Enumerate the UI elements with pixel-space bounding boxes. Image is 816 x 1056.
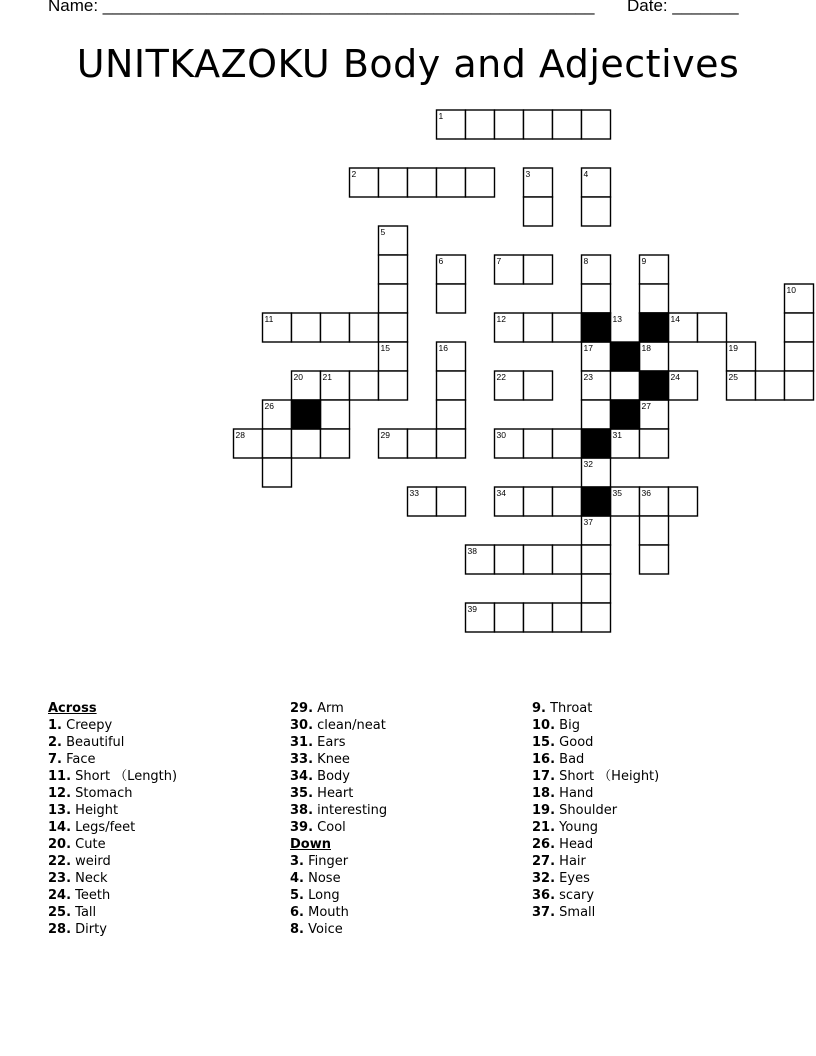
clue-number: 16. — [532, 752, 556, 767]
grid-cell[interactable] — [321, 400, 350, 429]
clue-number: 28. — [48, 922, 72, 937]
grid-cell[interactable] — [466, 110, 495, 139]
grid-cell[interactable] — [582, 110, 611, 139]
grid-cell-number: 11 — [264, 314, 274, 324]
clue-text: Bad — [555, 752, 585, 767]
grid-cell[interactable] — [582, 197, 611, 226]
clue-text: Cute — [71, 837, 106, 852]
clue-column-3 — [532, 700, 762, 921]
grid-cell-number: 29 — [380, 430, 390, 440]
clue-number: 30. — [290, 718, 314, 733]
clue-item — [532, 751, 762, 768]
clue-number: 3. — [290, 854, 304, 869]
grid-cell-number: 18 — [641, 343, 651, 353]
grid-cell[interactable] — [640, 429, 669, 458]
down-heading: Down — [290, 837, 331, 852]
grid-cell-number: 39 — [467, 604, 477, 614]
clue-text: Shoulder — [555, 803, 618, 818]
grid-cell[interactable] — [379, 168, 408, 197]
grid-cell[interactable] — [292, 313, 321, 342]
clue-text: Cool — [313, 820, 346, 835]
clue-item — [290, 751, 520, 768]
across-clues-list-continued — [290, 700, 520, 836]
grid-cell-number: 6 — [438, 256, 444, 266]
grid-cell[interactable] — [611, 371, 640, 400]
clue-number: 20. — [48, 837, 72, 852]
clue-item — [290, 717, 520, 734]
clue-number: 13. — [48, 803, 72, 818]
clue-item — [48, 887, 278, 904]
grid-cell[interactable] — [524, 603, 553, 632]
grid-cell-number: 22 — [496, 372, 506, 382]
clue-item — [532, 717, 762, 734]
grid-cell[interactable] — [379, 371, 408, 400]
grid-cell-number: 30 — [496, 430, 506, 440]
grid-cell[interactable] — [524, 255, 553, 284]
clue-text: Height — [71, 803, 119, 818]
grid-cell-number: 27 — [641, 401, 651, 411]
clue-item — [48, 802, 278, 819]
grid-cell[interactable] — [524, 313, 553, 342]
grid-cell[interactable] — [321, 429, 350, 458]
grid-cell[interactable] — [437, 400, 466, 429]
grid-cell[interactable] — [756, 371, 785, 400]
grid-cell-number: 13 — [612, 314, 622, 324]
clue-number: 11. — [48, 769, 72, 784]
clue-item — [532, 836, 762, 853]
grid-cell[interactable] — [495, 110, 524, 139]
grid-cell-number: 36 — [641, 488, 651, 498]
name-field[interactable]: Name: ____________________________________________________ — [48, 0, 595, 15]
grid-cell-number: 15 — [380, 343, 390, 353]
clue-item — [48, 870, 278, 887]
clue-text: Legs/feet — [71, 820, 136, 835]
clue-number: 24. — [48, 888, 72, 903]
clue-number: 29. — [290, 701, 314, 716]
clue-number: 39. — [290, 820, 314, 835]
grid-cell[interactable] — [640, 284, 669, 313]
down-clues-list-continued — [532, 700, 762, 921]
grid-cell[interactable] — [495, 545, 524, 574]
grid-cell-number: 23 — [583, 372, 593, 382]
clue-item — [532, 785, 762, 802]
clue-item — [532, 700, 762, 717]
grid-cell-number: 34 — [496, 488, 506, 498]
grid-cell-number: 2 — [351, 169, 357, 179]
clue-item — [290, 785, 520, 802]
grid-cell[interactable] — [524, 487, 553, 516]
clue-number: 19. — [532, 803, 556, 818]
clue-number: 33. — [290, 752, 314, 767]
grid-cell-number: 28 — [235, 430, 245, 440]
clue-text: Small — [555, 905, 596, 920]
grid-block-cell — [582, 429, 611, 458]
clue-item — [290, 921, 520, 938]
clue-number: 34. — [290, 769, 314, 784]
clue-number: 27. — [532, 854, 556, 869]
grid-cell-number: 24 — [670, 372, 680, 382]
clue-item — [290, 768, 520, 785]
clue-item — [48, 853, 278, 870]
clue-number: 7. — [48, 752, 62, 767]
across-heading: Across — [48, 701, 97, 716]
clue-text: Knee — [313, 752, 350, 767]
grid-cell[interactable] — [553, 487, 582, 516]
clue-text: Short （Height) — [555, 769, 660, 784]
clue-item — [48, 819, 278, 836]
clue-number: 18. — [532, 786, 556, 801]
grid-cell[interactable] — [263, 458, 292, 487]
grid-cell[interactable] — [350, 371, 379, 400]
clue-item — [290, 819, 520, 836]
grid-cell[interactable] — [785, 342, 814, 371]
grid-cell[interactable] — [582, 603, 611, 632]
clue-item — [48, 768, 278, 785]
clue-number: 21. — [532, 820, 556, 835]
grid-block-cell — [640, 313, 669, 342]
grid-cell[interactable] — [553, 545, 582, 574]
grid-cell[interactable] — [379, 313, 408, 342]
clue-item — [290, 853, 520, 870]
grid-cell[interactable] — [466, 168, 495, 197]
grid-cell[interactable] — [437, 487, 466, 516]
clue-text: Young — [555, 820, 599, 835]
grid-cell[interactable] — [524, 371, 553, 400]
grid-cell[interactable] — [437, 284, 466, 313]
clue-item — [290, 700, 520, 717]
grid-cell[interactable] — [553, 603, 582, 632]
clue-column-2 — [290, 700, 520, 938]
clue-item — [532, 768, 762, 785]
clue-text: Nose — [303, 871, 341, 886]
grid-cell[interactable] — [379, 284, 408, 313]
grid-cell[interactable] — [408, 429, 437, 458]
grid-block-cell — [611, 400, 640, 429]
grid-cell-number: 3 — [525, 169, 531, 179]
clue-text: Good — [555, 735, 594, 750]
grid-cell-number: 26 — [264, 401, 274, 411]
clue-text: Hand — [555, 786, 594, 801]
clue-text: Dirty — [71, 922, 107, 937]
grid-cell-number: 35 — [612, 488, 622, 498]
clue-item — [532, 819, 762, 836]
clue-text: Arm — [313, 701, 344, 716]
clue-text: Creepy — [61, 718, 113, 733]
clue-item — [532, 904, 762, 921]
grid-cell[interactable] — [379, 255, 408, 284]
grid-block-cell — [611, 342, 640, 371]
clue-text: interesting — [313, 803, 388, 818]
clue-number: 10. — [532, 718, 556, 733]
clue-number: 32. — [532, 871, 556, 886]
clue-item — [48, 751, 278, 768]
clue-item — [290, 734, 520, 751]
clue-item — [48, 836, 278, 853]
grid-cell-number: 37 — [583, 517, 593, 527]
grid-cell[interactable] — [785, 371, 814, 400]
grid-cell-number: 21 — [322, 372, 332, 382]
clue-text: Finger — [303, 854, 349, 869]
grid-cell[interactable] — [437, 168, 466, 197]
grid-cell-number: 17 — [583, 343, 593, 353]
clue-item — [532, 734, 762, 751]
grid-cell-number: 32 — [583, 459, 593, 469]
clue-text: Eyes — [555, 871, 590, 886]
grid-cell[interactable] — [669, 487, 698, 516]
grid-cell-number: 7 — [496, 256, 502, 266]
clue-item — [290, 870, 520, 887]
clue-number: 4. — [290, 871, 304, 886]
grid-cell-number: 5 — [380, 227, 386, 237]
grid-cell[interactable] — [553, 429, 582, 458]
clue-text: Ears — [313, 735, 346, 750]
grid-cell[interactable] — [408, 168, 437, 197]
grid-cell-number: 1 — [438, 111, 444, 121]
clue-item — [48, 904, 278, 921]
clue-text: Beautiful — [61, 735, 125, 750]
clue-text: Hair — [555, 854, 586, 869]
grid-cell[interactable] — [582, 574, 611, 603]
clue-item — [48, 717, 278, 734]
grid-cell[interactable] — [524, 545, 553, 574]
grid-cell[interactable] — [350, 313, 379, 342]
clue-column-1 — [48, 700, 278, 938]
grid-cell-number: 9 — [641, 256, 647, 266]
clue-number: 5. — [290, 888, 304, 903]
clue-item — [532, 870, 762, 887]
clue-text: Neck — [71, 871, 108, 886]
clue-text: Body — [313, 769, 350, 784]
grid-cell-number: 33 — [409, 488, 419, 498]
clue-text: Mouth — [303, 905, 349, 920]
date-field[interactable]: Date: _______ — [627, 0, 739, 15]
grid-cell[interactable] — [437, 429, 466, 458]
clue-number: 26. — [532, 837, 556, 852]
grid-cell[interactable] — [524, 197, 553, 226]
clue-number: 25. — [48, 905, 72, 920]
grid-block-cell — [582, 487, 611, 516]
clue-number: 14. — [48, 820, 72, 835]
clue-text: weird — [71, 854, 111, 869]
clue-text: Short （Length) — [71, 769, 178, 784]
grid-cell-number: 8 — [583, 256, 589, 266]
clue-text: Face — [61, 752, 96, 767]
grid-cell[interactable] — [582, 545, 611, 574]
clue-number: 22. — [48, 854, 72, 869]
clue-text: scary — [555, 888, 595, 903]
clue-item — [290, 802, 520, 819]
grid-cell-number: 4 — [583, 169, 589, 179]
clue-text: clean/neat — [313, 718, 386, 733]
grid-cell-number: 10 — [786, 285, 796, 295]
grid-cell-number: 14 — [670, 314, 680, 324]
across-clues-list — [48, 717, 278, 938]
grid-cell[interactable] — [495, 603, 524, 632]
grid-cell[interactable] — [524, 429, 553, 458]
grid-block-cell — [640, 371, 669, 400]
clue-number: 12. — [48, 786, 72, 801]
clue-text: Tall — [71, 905, 97, 920]
clue-number: 31. — [290, 735, 314, 750]
down-clues-list — [290, 853, 520, 938]
clue-text: Long — [303, 888, 340, 903]
clue-number: 1. — [48, 718, 62, 733]
clue-number: 38. — [290, 803, 314, 818]
clue-text: Big — [555, 718, 580, 733]
clue-item — [290, 887, 520, 904]
grid-cell-number: 25 — [728, 372, 738, 382]
page-title: UNITKAZOKU Body and Adjectives — [76, 42, 740, 86]
clue-text: Heart — [313, 786, 354, 801]
clue-text: Stomach — [71, 786, 133, 801]
grid-cell[interactable] — [524, 110, 553, 139]
grid-cell-number: 16 — [438, 343, 448, 353]
clue-item — [48, 785, 278, 802]
grid-block-cell — [582, 313, 611, 342]
grid-cell[interactable] — [321, 313, 350, 342]
clue-text: Voice — [303, 922, 343, 937]
grid-cell-number: 38 — [467, 546, 477, 556]
clue-item — [290, 904, 520, 921]
clue-number: 15. — [532, 735, 556, 750]
grid-cell-number: 19 — [728, 343, 738, 353]
grid-cell[interactable] — [640, 516, 669, 545]
clue-number: 9. — [532, 701, 546, 716]
clue-item — [532, 802, 762, 819]
grid-cell-number: 20 — [293, 372, 303, 382]
clue-number: 36. — [532, 888, 556, 903]
grid-block-cell — [292, 400, 321, 429]
grid-cell[interactable] — [437, 371, 466, 400]
clue-number: 6. — [290, 905, 304, 920]
grid-cell-number: 12 — [496, 314, 506, 324]
clue-number: 23. — [48, 871, 72, 886]
grid-cell[interactable] — [640, 545, 669, 574]
clue-item — [48, 734, 278, 751]
grid-cell[interactable] — [292, 429, 321, 458]
clue-text: Throat — [545, 701, 593, 716]
grid-cell[interactable] — [553, 110, 582, 139]
clue-number: 17. — [532, 769, 556, 784]
clue-number: 8. — [290, 922, 304, 937]
clue-item — [48, 921, 278, 938]
clue-text: Head — [555, 837, 594, 852]
clue-item — [532, 853, 762, 870]
grid-cell-number: 31 — [612, 430, 622, 440]
grid-cell[interactable] — [263, 429, 292, 458]
clue-text: Teeth — [71, 888, 111, 903]
grid-cell[interactable] — [553, 313, 582, 342]
clue-item — [532, 887, 762, 904]
clue-number: 35. — [290, 786, 314, 801]
grid-cell[interactable] — [582, 284, 611, 313]
grid-cell[interactable] — [698, 313, 727, 342]
clue-number: 37. — [532, 905, 556, 920]
grid-cell[interactable] — [785, 313, 814, 342]
grid-cell[interactable] — [582, 400, 611, 429]
clue-number: 2. — [48, 735, 62, 750]
